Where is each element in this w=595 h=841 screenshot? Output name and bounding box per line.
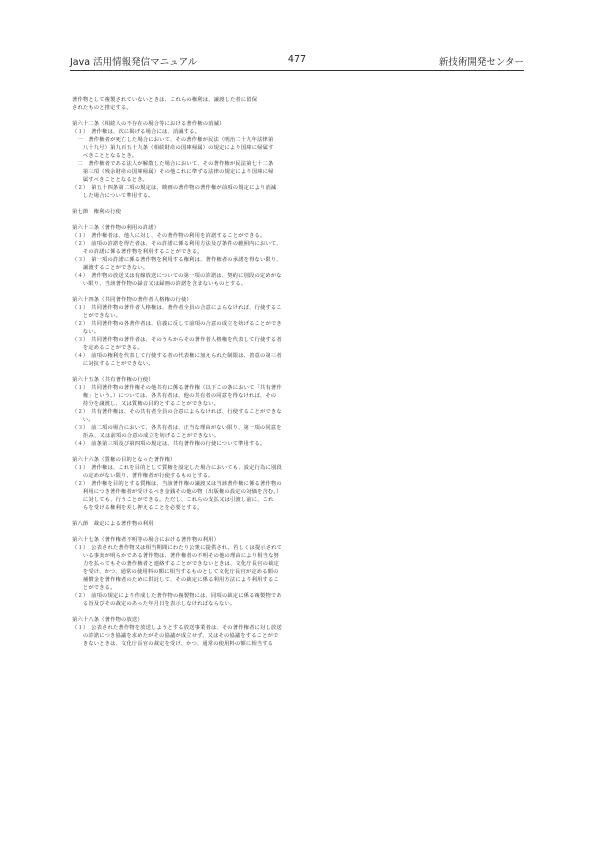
text-line: （２） 前項の許諾を得た者は、その許諾に係る利用方法及び条件の範囲内において、 bbox=[72, 241, 282, 247]
text-line: （２） 共同著作物の各著作者は、信義に反して前項の合意の成立を妨げることができ bbox=[72, 321, 282, 327]
text-line: 第六十四条（共同著作物の著作者人格権の行使） bbox=[72, 297, 192, 303]
text-line: 権」という。）については、各共有者は、他の共有者の同意を得なければ、その bbox=[72, 393, 277, 399]
text-line: （１） 著作権は、これを目的として質権を設定した場合においても、設定行為に別段 bbox=[72, 465, 282, 471]
text-block bbox=[72, 208, 527, 216]
text-line: い限り、当該著作物の録音又は録画の許諾を含まないものとする。 bbox=[72, 281, 247, 287]
text-line: 第八節 裁定による著作物の利用 bbox=[72, 521, 154, 527]
text-line: を定めることができる。 bbox=[72, 345, 143, 351]
text-block bbox=[72, 96, 527, 112]
text-line: （３） 第一項の許諾に係る著作物を利用する権利は、著作権者の承諾を得ない限り、 bbox=[72, 257, 282, 263]
text-block bbox=[72, 456, 527, 512]
text-block bbox=[72, 120, 527, 200]
document-body bbox=[72, 96, 527, 648]
text-line: に対しても、行うことができる。ただし、これらの支払又は引渡し前に、これ bbox=[72, 497, 274, 503]
text-line: （１） 著作権者は、他人に対し、その著作物の利用を許諾することができる。 bbox=[72, 233, 266, 239]
text-line: 持分を譲渡し、又は質権の目的とすることができない。 bbox=[72, 401, 220, 407]
paragraph-gap bbox=[72, 528, 527, 536]
publisher-name: 新技術開発センター bbox=[438, 57, 524, 68]
paragraph-gap bbox=[72, 200, 527, 208]
text-line: べきこととなるとき。 bbox=[72, 153, 138, 159]
text-line: きないときは、文化庁長官の裁定を受け、かつ、通常の使用料の額に相当する bbox=[72, 641, 274, 647]
paragraph-gap bbox=[72, 112, 527, 120]
text-line: の定めがない限り、著作権者が行使するものとする。 bbox=[72, 473, 214, 479]
page-number: 477 bbox=[287, 54, 307, 65]
text-line: 二 著作権者である法人が解散した場合において、その著作権が民法第七十二条 bbox=[72, 161, 274, 167]
manual-title: Java 活用情報発信マニュアル bbox=[70, 57, 198, 68]
paragraph-gap bbox=[72, 368, 527, 376]
text-line: （１） 共同著作物の著作者人格権は、著作者全員の合意によらなければ、行使するこ bbox=[72, 305, 282, 311]
text-block bbox=[72, 520, 527, 528]
text-line: の許諾につき協議を求めたがその協議が成立せず、又はその協議をすることがで bbox=[72, 633, 279, 639]
text-line: 第七節 権利の行使 bbox=[72, 209, 122, 215]
text-line: 力を払ってもその著作権者と連絡することができないときは、文化庁長官の裁定 bbox=[72, 561, 279, 567]
text-line: 第六十五条（共有著作権の行使） bbox=[72, 377, 154, 383]
paragraph-gap bbox=[72, 608, 527, 616]
text-line: （３） 共同著作物の著作者は、そのうちからその著作者人格権を代表して行使する者 bbox=[72, 337, 282, 343]
text-line: 一 著作権者が死亡した場合において、その著作権が民法（明治二十九年法律第 bbox=[72, 137, 274, 143]
text-block bbox=[72, 296, 527, 368]
text-line: 補償金を著作権者のために供託して、その裁定に係る利用方法により利用するこ bbox=[72, 577, 279, 583]
text-line: 利用につき著作権者が受けるべき金銭その他の物（出版権の設定の対価を含む。） bbox=[72, 489, 282, 495]
text-line: （４） 前項の権利を代表して行使する者の代表権に加えられた制限は、善意の第三者 bbox=[72, 353, 282, 359]
text-line: 第六十七条（著作権者不明等の場合における著作物の利用） bbox=[72, 537, 220, 543]
text-block bbox=[72, 224, 527, 288]
text-line: （２） 第五十四条第二項の規定は、映画の著作物の著作権が前項の規定により消滅 bbox=[72, 185, 277, 191]
text-block bbox=[72, 376, 527, 448]
text-line: （４） 前条第三項及び第四項の規定は、共有著作権の行使について準用する。 bbox=[72, 441, 266, 447]
text-line: 第三項（残余財産の国庫帰属）その他これに準ずる法律の規定により国庫に帰 bbox=[72, 169, 274, 175]
text-line: されたものと推定する。 bbox=[72, 105, 132, 111]
text-line: （１） 公表された著作物又は相当期間にわたり公衆に提供され、若しくは提示されて bbox=[72, 545, 283, 551]
text-line: 第六十八条（著作物の放送） bbox=[72, 617, 143, 623]
text-line: その許諾に係る著作物を利用することができる。 bbox=[72, 249, 203, 255]
text-line: （２） 前項の規定により作成した著作物の複製物には、同項の裁定に係る複製物であ bbox=[72, 593, 282, 599]
text-line: （４） 著作物の放送又は有線放送についての第一項の許諾は、契約に別段の定めがな bbox=[72, 273, 282, 279]
paragraph-gap bbox=[72, 512, 527, 520]
text-line: 第六十三条（著作物の利用の許諾） bbox=[72, 225, 160, 231]
text-line: いる事実が明らかである著作物は、著作権者の不明その他の理由により相当な努 bbox=[72, 553, 279, 559]
text-line: とができない。 bbox=[72, 313, 122, 319]
paragraph-gap bbox=[72, 216, 527, 224]
text-line: ない。 bbox=[72, 329, 100, 335]
text-block bbox=[72, 536, 527, 608]
page-header bbox=[70, 54, 524, 71]
text-line: 著作物として複製されていないときは、これらの権利は、譲渡した者に留保 bbox=[72, 97, 258, 103]
text-line: （３） 前二項の場合において、各共有者は、正当な理由がない限り、第一項の同意を bbox=[72, 425, 282, 431]
text-line: とができる。 bbox=[72, 585, 116, 591]
text-line: （１） 著作権は、次に掲げる場合には、消滅する。 bbox=[72, 129, 201, 135]
text-line: を受け、かつ、通常の使用料の額に相当するものとして文化庁長官が定める額の bbox=[72, 569, 279, 575]
text-line: （２） 著作権を目的とする質権は、当該著作権の譲渡又は当該著作権に係る著作物の bbox=[72, 481, 282, 487]
text-line: る旨及びその裁定のあった年月日を表示しなければならない。 bbox=[72, 601, 236, 607]
text-line: 八十九号）第九百五十九条（相続財産の国庫帰属）の規定により国庫に帰属す bbox=[72, 145, 274, 151]
text-line: 第六十六条（質権の目的となった著作権） bbox=[72, 457, 176, 463]
text-line: 拒み、又は前項の合意の成立を妨げることができない。 bbox=[72, 433, 220, 439]
text-line: （１） 共同著作物の著作権その他共有に係る著作権（以下この条において「共有著作 bbox=[72, 385, 282, 391]
paragraph-gap bbox=[72, 288, 527, 296]
text-line: 属すべきこととなるとき。 bbox=[72, 177, 148, 183]
text-line: 譲渡することができない。 bbox=[72, 265, 149, 271]
text-block bbox=[72, 616, 527, 648]
text-line: 第六十二条（相続人の不存在の場合等における著作権の消滅） bbox=[72, 121, 225, 127]
text-line: に対抗することができない。 bbox=[72, 361, 154, 367]
paragraph-gap bbox=[72, 448, 527, 456]
text-line: （２） 共有著作権は、その共有者全員の合意によらなければ、行使することができな bbox=[72, 409, 282, 415]
text-line: した場合について準用する。 bbox=[72, 193, 154, 199]
text-line: らを受ける権利を差し押えることを必要とする。 bbox=[72, 505, 203, 511]
text-line: い。 bbox=[72, 417, 94, 423]
text-line: （１） 公表された著作物を放送しようとする放送事業者は、その著作権者に対し放送 bbox=[72, 625, 282, 631]
